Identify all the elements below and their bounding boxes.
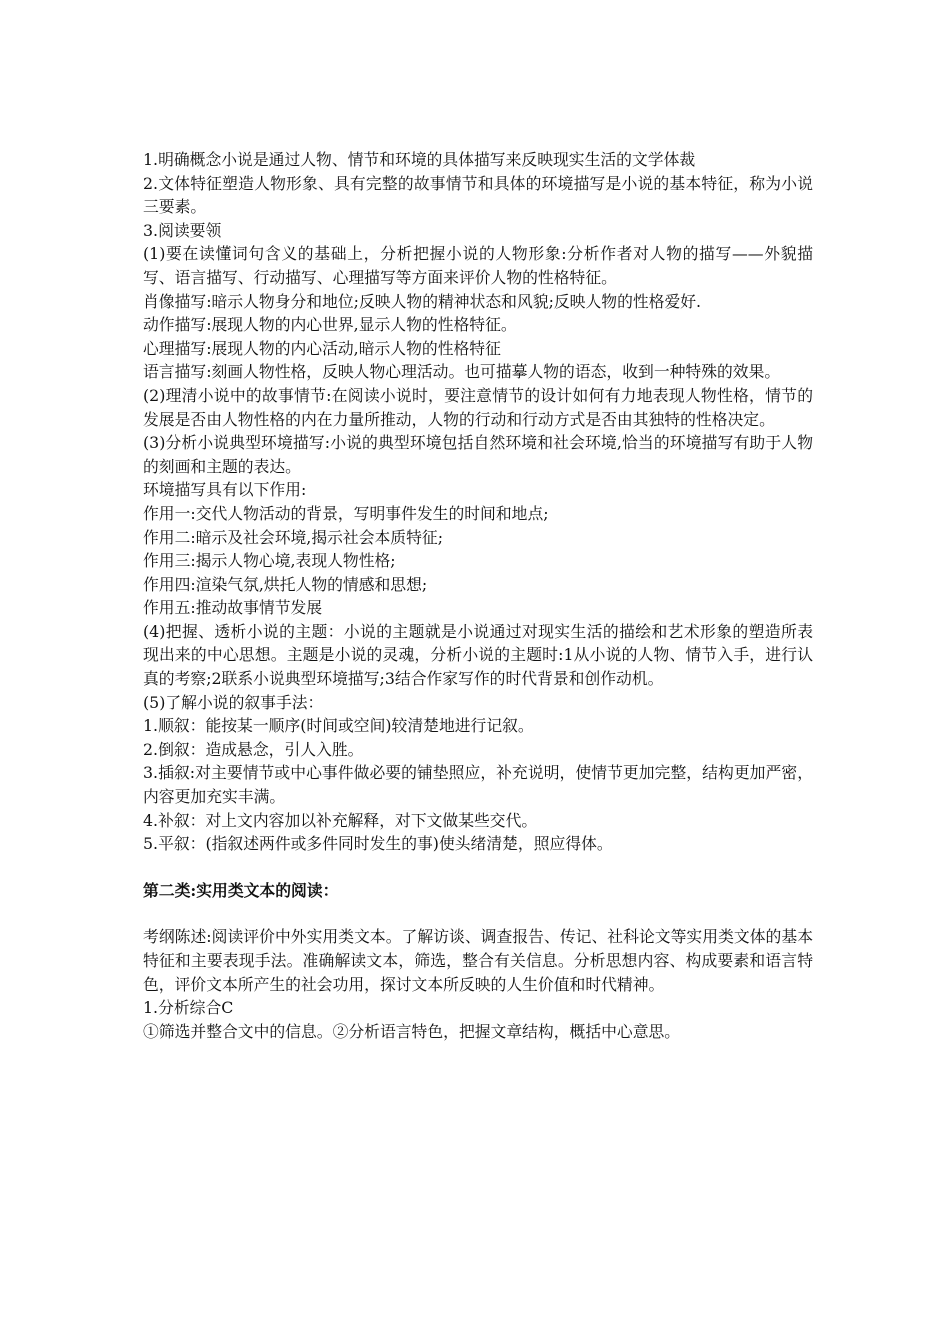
character-analysis-paragraph: (1)要在读懂词句含义的基础上，分析把握小说的人物形象:分析作者对人物的描写——外貌描写、语言描写、行动描写、心理描写等方面来评价人物的性格特征。	[143, 244, 813, 287]
document-page	[143, 148, 813, 1043]
function-three-line: 作用三:揭示人物心境,表现人物性格;	[143, 551, 396, 571]
novel-reading-section	[143, 148, 813, 856]
practical-text-section	[143, 925, 813, 1043]
function-one-line: 作用一:交代人物活动的背景，写明事件发生的时间和地点;	[143, 503, 549, 523]
plot-paragraph: (2)理清小说中的故事情节:在阅读小说时，要注意情节的设计如何有力地表现人物性格，情节的发展是否由人物性格的内在力量所推动，人物的行动和行动方式是否由其独特的性格决定。	[143, 385, 813, 429]
concept-line: 1.明确概念小说是通过人物、情节和环境的具体描写来反映现实生活的文学体裁	[143, 150, 696, 169]
narrative-techniques-title: (5)了解小说的叙事手法：	[143, 692, 324, 712]
analysis-points-line: ①筛选并整合文中的信息。②分析语言特色，把握文章结构，概括中心意思。	[143, 1021, 681, 1041]
reading-essentials-title: 3.阅读要领	[143, 220, 222, 240]
analysis-synthesis-title: 1.分析综合C	[143, 998, 234, 1018]
environment-paragraph: (3)分析小说典型环境描写:小说的典型环境包括自然环境和社会环境,恰当的环境描写有助于人物的刻画和主题的表达。	[143, 433, 813, 476]
portrait-description-line: 肖像描写:暗示人物身分和地位;反映人物的精神状态和风貌;反映人物的性格爱好.	[143, 291, 702, 311]
narrative-parallel-line: 5.平叙：(指叙述两件或多件同时发生的事)使头绪清楚，照应得体。	[143, 834, 613, 854]
narrative-interpolation-line: 3.插叙:对主要情节或中心事件做必要的铺垫照应，补充说明，使情节更加完整，结构更加严密，内容更加充实丰满。	[143, 763, 813, 807]
action-description-line: 动作描写:展现人物的内心世界,显示人物的性格特征。	[143, 315, 517, 335]
function-four-line: 作用四:渲染气氛,烘托人物的情感和思想;	[143, 574, 428, 594]
narrative-sequential-line: 1.顺叙：能按某一顺序(时间或空间)较清楚地进行记叙。	[143, 716, 534, 736]
environment-functions-intro: 环境描写具有以下作用:	[143, 480, 307, 500]
psychology-description-line: 心理描写:展现人物的内心活动,暗示人物的性格特征	[143, 338, 501, 358]
function-five-line: 作用五:推动故事情节发展	[143, 598, 323, 618]
narrative-supplementary-line: 4.补叙：对上文内容加以补充解释，对下文做某些交代。	[143, 810, 538, 830]
syllabus-statement-paragraph: 考纲陈述:阅读评价中外实用类文本。了解访谈、调查报告、传记、社科论文等实用类文体的基本特征和主要表现手法。准确解读文本，筛选，整合有关信息。分析思想内容、构成要素和语言特色，评价文本所产生的社会功用，探讨文本所反映的人生价值和时代精神。	[143, 927, 813, 994]
theme-paragraph: (4)把握、透析小说的主题：小说的主题就是小说通过对现实生活的描绘和艺术形象的塑造所表现出来的中心思想。主题是小说的灵魂，分析小说的主题时:1从小说的人物、情节入手，进行认真的考察;2联系小说典型环境描写;3结合作家写作的时代背景和创作动机。	[143, 621, 813, 689]
language-description-line: 语言描写:刻画人物性格，反映人物心理活动。也可描摹人物的语态，收到一种特殊的效果。	[143, 362, 781, 382]
section-two-heading: 第二类:实用类文本的阅读：	[143, 880, 339, 900]
function-two-line: 作用二:暗示及社会环境,揭示社会本质特征;	[143, 527, 444, 547]
narrative-flashback-line: 2.倒叙：造成悬念，引人入胜。	[143, 739, 364, 759]
features-line: 2.文体特征塑造人物形象、具有完整的故事情节和具体的环境描写是小说的基本特征，称为小说三要素。	[143, 173, 813, 217]
